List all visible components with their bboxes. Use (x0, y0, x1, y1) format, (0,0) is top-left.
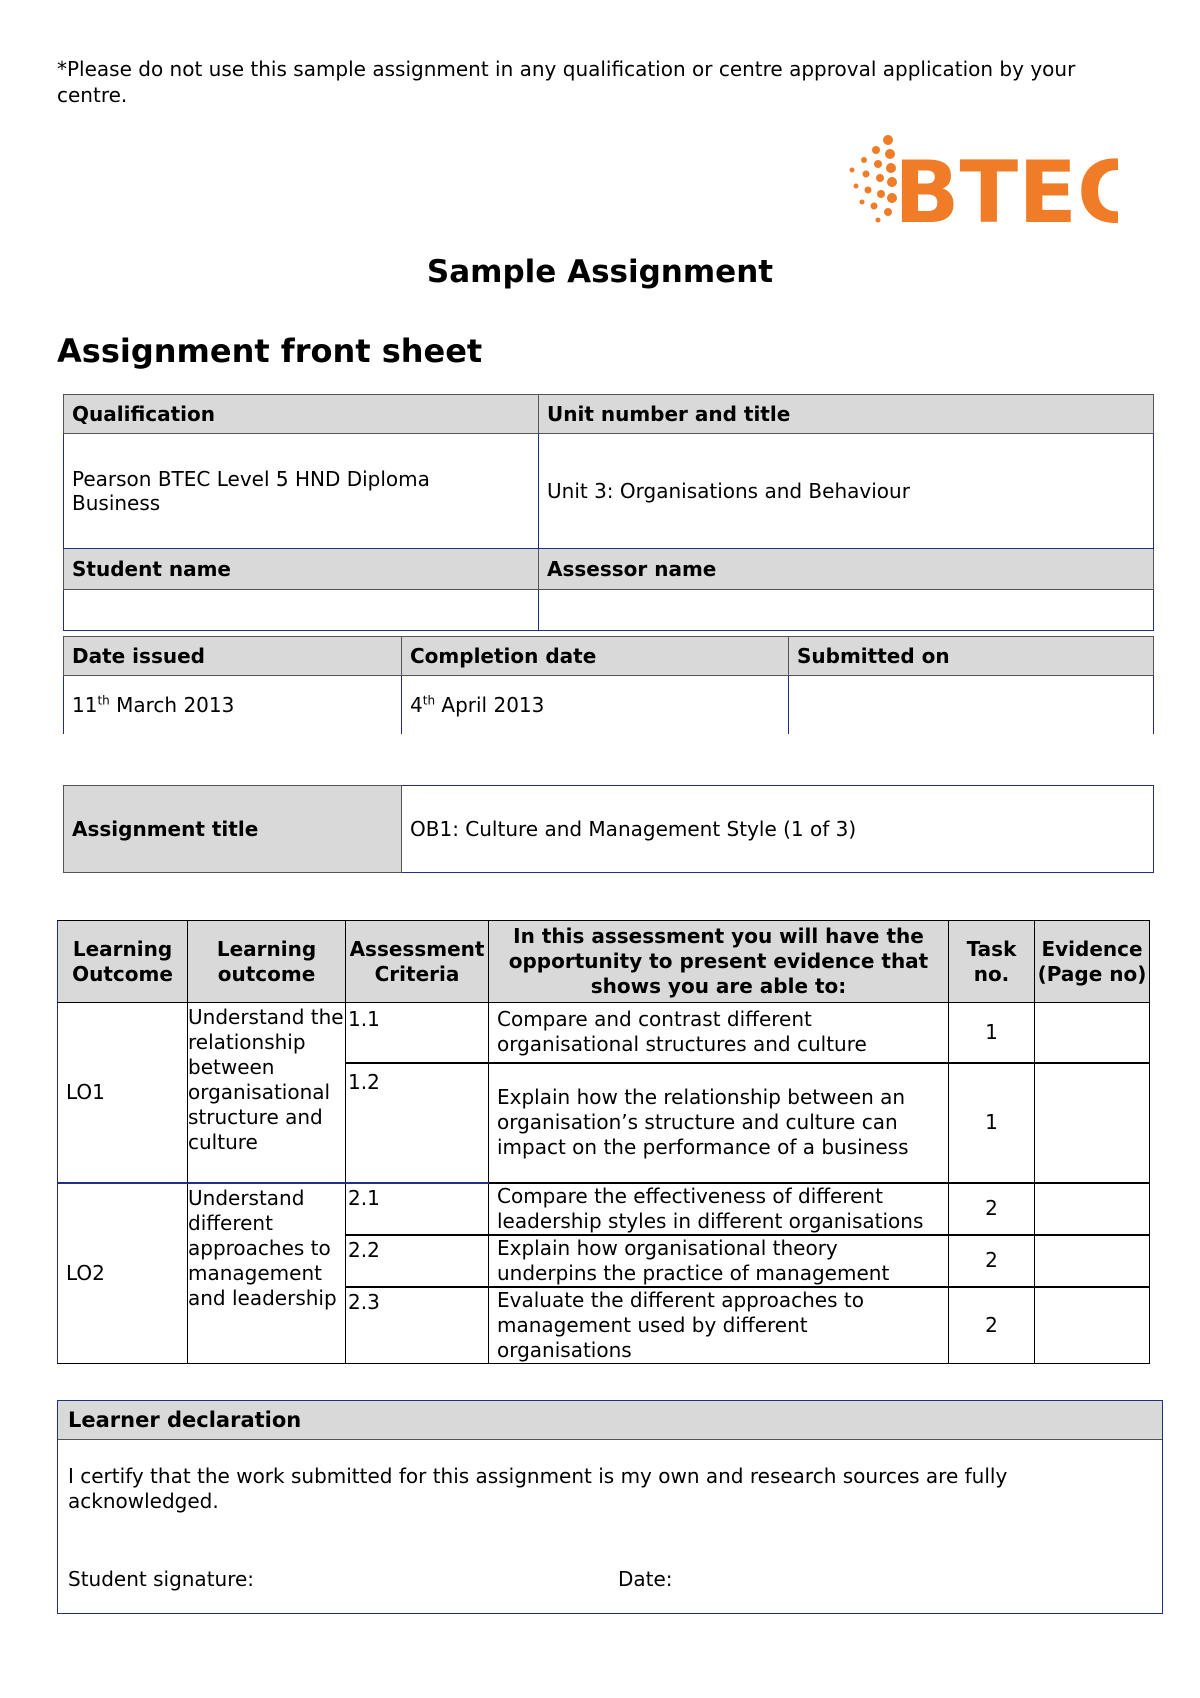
lo1-code: LO1 (58, 1003, 188, 1183)
criteria-2-2: 2.2 (346, 1235, 489, 1287)
header-learning-outcome: Learning outcome (188, 921, 346, 1003)
completion-date-label: Completion date (402, 637, 789, 676)
table-row (58, 1183, 1150, 1235)
declaration-text: I certify that the work submitted for this assignment is my own and research sources are fully acknowledged. (68, 1464, 1008, 1513)
table-row (58, 1003, 1150, 1063)
front-sheet-title: Assignment front sheet (57, 332, 483, 370)
criteria-2-3-evidence[interactable] (1035, 1287, 1150, 1364)
qualification-label: Qualification (64, 395, 539, 434)
logo-text: BTEC (894, 143, 1118, 230)
header-assessment-criteria: Assessment Criteria (346, 921, 489, 1003)
qualification-table (63, 394, 1154, 631)
criteria-2-3: 2.3 (346, 1287, 489, 1364)
criteria-2-3-task: 2 (949, 1287, 1035, 1364)
criteria-2-2-evidence[interactable] (1035, 1235, 1150, 1287)
header-opportunity: In this assessment you will have the opportunity to present evidence that shows you are able to: (489, 921, 949, 1003)
criteria-2-2-text: Explain how organisational theory underpins the practice of management (489, 1235, 949, 1287)
criteria-1-2-evidence[interactable] (1035, 1063, 1150, 1183)
criteria-1-1: 1.1 (346, 1003, 489, 1063)
criteria-1-2-text: Explain how the relationship between an organisation’s structure and culture can impact on the performance of a business (489, 1063, 949, 1183)
criteria-1-2-task: 1 (949, 1063, 1035, 1183)
criteria-1-1-text: Compare and contrast different organisational structures and culture (489, 1003, 949, 1063)
header-task-no: Task no. (949, 921, 1035, 1003)
assessor-name-field[interactable] (539, 590, 1154, 631)
criteria-2-2-task: 2 (949, 1235, 1035, 1287)
sample-assignment-title: Sample Assignment (426, 254, 774, 290)
assignment-title-table (63, 785, 1154, 873)
criteria-2-1-evidence[interactable] (1035, 1183, 1150, 1235)
student-signature-label[interactable]: Student signature: (68, 1567, 255, 1591)
assignment-title-label: Assignment title (64, 786, 402, 873)
completion-date-value: 4th April 2013 (402, 676, 789, 735)
header-learning-outcome-code: Learning Outcome (58, 921, 188, 1003)
unit-label: Unit number and title (539, 395, 1154, 434)
learning-outcomes-table (57, 920, 1150, 1364)
criteria-1-1-task: 1 (949, 1003, 1035, 1063)
declaration-title: Learner declaration (58, 1401, 1162, 1440)
unit-value: Unit 3: Organisations and Behaviour (539, 434, 1154, 549)
criteria-2-1: 2.1 (346, 1183, 489, 1235)
submitted-on-label: Submitted on (789, 637, 1154, 676)
lo2-code: LO2 (58, 1183, 188, 1364)
lo1-outcome: Understand the relationship between organisational structure and culture (188, 1003, 346, 1183)
logo-dots-icon (850, 135, 898, 223)
student-name-label: Student name (64, 549, 539, 590)
assessor-name-label: Assessor name (539, 549, 1154, 590)
btec-logo (818, 130, 1118, 230)
disclaimer-note: *Please do not use this sample assignment in any qualification or centre approval application by your centre. (57, 57, 1076, 107)
learner-declaration (57, 1400, 1163, 1614)
submitted-on-field[interactable] (789, 676, 1154, 735)
header-evidence: Evidence (Page no) (1035, 921, 1150, 1003)
criteria-2-1-text: Compare the effectiveness of different leadership styles in different organisations (489, 1183, 949, 1235)
date-issued-label: Date issued (64, 637, 402, 676)
lo2-outcome: Understand different approaches to management and leadership (188, 1183, 346, 1364)
student-name-field[interactable] (64, 590, 539, 631)
date-issued-value: 11th March 2013 (64, 676, 402, 735)
dates-table (63, 636, 1154, 734)
criteria-1-1-evidence[interactable] (1035, 1003, 1150, 1063)
declaration-date-label[interactable]: Date: (618, 1567, 673, 1591)
qualification-value: Pearson BTEC Level 5 HND Diploma Business (64, 434, 539, 549)
criteria-2-1-task: 2 (949, 1183, 1035, 1235)
assignment-title-value: OB1: Culture and Management Style (1 of 3) (402, 786, 1154, 873)
criteria-2-3-text: Evaluate the different approaches to management used by different organisations (489, 1287, 949, 1364)
criteria-1-2: 1.2 (346, 1063, 489, 1183)
